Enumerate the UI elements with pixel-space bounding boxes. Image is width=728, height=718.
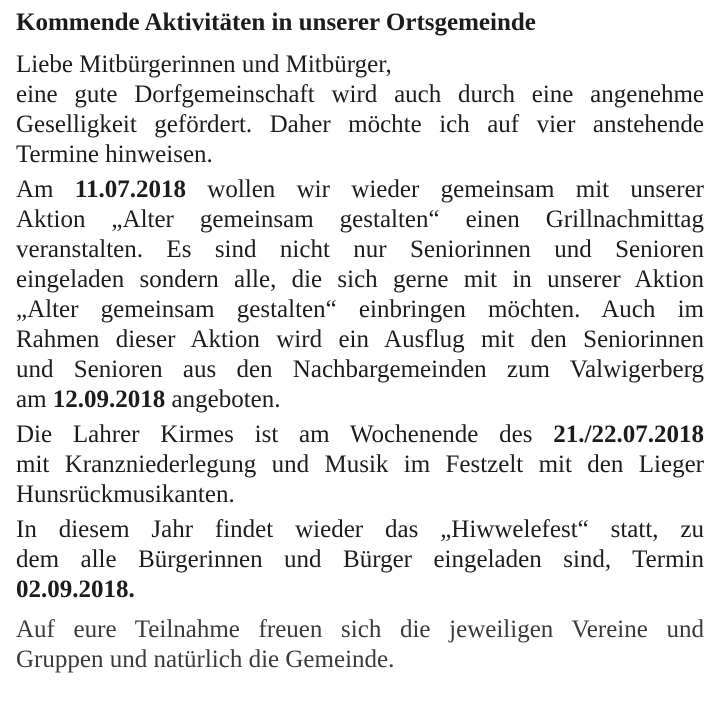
p1-line-2: Aktion „Alter gemeinsam gestalten“ einen Grillnachmittag: [16, 206, 704, 233]
p2-line-1-start: Die Lahrer Kirmes ist am Wochenende des: [16, 421, 554, 448]
p3-line-1: In diesem Jahr findet wieder das „Hiwwelefest“ statt, zu: [16, 516, 704, 543]
p1-line-8: [16, 385, 704, 415]
article-heading: Kommende Aktivitäten in unserer Ortsgemeinde: [16, 9, 536, 36]
closing-line-2: Gruppen und natürlich die Gemeinde.: [16, 646, 395, 673]
p1-line-1-end: wollen wir wieder gemeinsam mit unserer: [185, 176, 705, 203]
event-date-hiwwelefest: 02.09.2018.: [16, 576, 135, 603]
p1-line-3: veranstalten. Es sind nicht nur Seniorinnen und Senioren: [16, 236, 704, 263]
p2-line-3: Hunsrückmusikanten.: [16, 481, 235, 508]
p3-line-3: [16, 575, 704, 605]
p1-line-7: und Senioren aus den Nachbargemeinden zum Valwigerberg: [16, 356, 704, 383]
p3-line-2: dem alle Bürgerinnen und Bürger eingeladen sind, Termin: [16, 546, 704, 573]
greeting-line: Liebe Mitbürgerinnen und Mitbürger,: [16, 51, 392, 78]
p1-line-8-start: am: [16, 386, 53, 413]
p1-line-1-start: Am: [16, 176, 75, 203]
p1-line-5: „Alter gemeinsam gestalten“ einbringen möchten. Auch im: [16, 296, 704, 323]
intro-line-1: eine gute Dorfgemeinschaft wird auch durch eine angenehme: [16, 81, 704, 108]
p1-line-6: Rahmen dieser Aktion wird ein Ausflug mit den Seniorinnen: [16, 326, 704, 353]
p2-line-2: mit Kranzniederlegung und Musik im Festzelt mit den Lieger: [16, 451, 704, 478]
p2-line-1: [16, 420, 704, 450]
p1-line-8-end: angeboten.: [165, 386, 281, 413]
p1-line-4: eingeladen sondern alle, die sich gerne mit in unserer Aktion: [16, 266, 704, 293]
intro-line-2: Geselligkeit gefördert. Daher möchte ich auf vier anstehende: [16, 111, 704, 138]
event-date-ausflug: 12.09.2018: [52, 386, 166, 413]
closing-line-1: Auf eure Teilnahme freuen sich die jeweiligen Vereine und: [16, 616, 704, 643]
event-date-kirmes: 21./22.07.2018: [553, 421, 704, 448]
intro-line-3: Termine hinweisen.: [16, 141, 213, 168]
event-date-grillnachmittag: 11.07.2018: [74, 176, 186, 203]
p1-line-1: [16, 175, 704, 205]
